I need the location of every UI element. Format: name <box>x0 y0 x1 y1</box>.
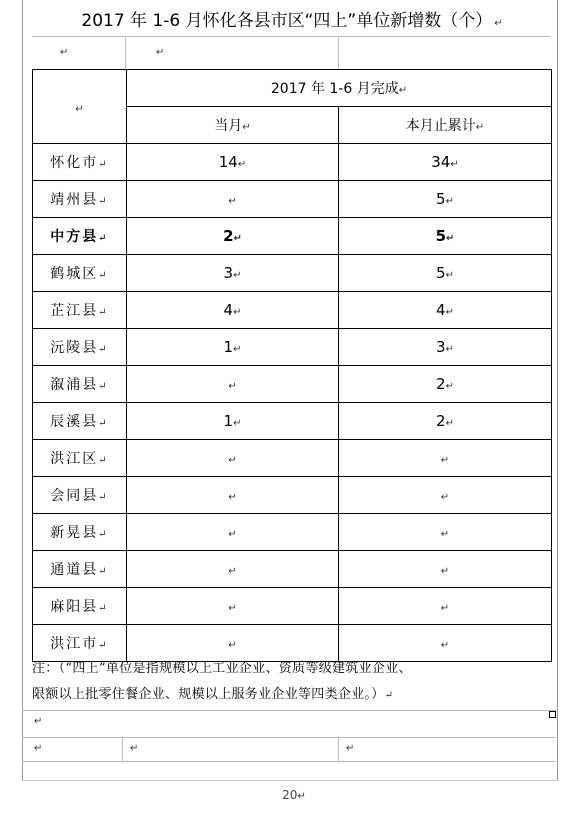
paragraph-mark-icon: ↵ <box>398 85 408 96</box>
cumulative-value-cell <box>339 292 552 329</box>
month-value-cell <box>127 551 339 588</box>
region-name-cell-text: 中方县 <box>50 229 99 245</box>
table-row <box>33 144 552 181</box>
month-value-cell <box>127 403 339 440</box>
table-row <box>33 255 552 292</box>
region-name-cell-text: 新晃县 <box>50 525 99 541</box>
paragraph-mark-icon: ↵ <box>440 455 450 466</box>
region-name-cell-text: 会同县 <box>50 488 99 504</box>
note-line-2: 限额以上批零住餐企业、规模以上服务业企业等四类企业。） <box>32 687 385 702</box>
paragraph-mark-icon: ↵ <box>445 307 454 318</box>
grid-divider <box>122 737 123 761</box>
region-name-cell <box>33 403 127 440</box>
paragraph-mark-icon: ↵ <box>228 455 237 466</box>
paragraph-mark-icon: ↵ <box>34 743 43 754</box>
region-name-cell-text: 靖州县 <box>50 192 99 208</box>
table-row <box>33 403 552 440</box>
paragraph-mark-icon: ↵ <box>297 791 306 802</box>
month-value-cell-text: 4 <box>223 301 234 319</box>
table-resize-handle[interactable] <box>549 711 556 718</box>
paragraph-mark-icon: ↵ <box>445 381 454 392</box>
paragraph-mark-icon: ↵ <box>445 344 454 355</box>
table-row <box>33 292 552 329</box>
paragraph-mark-icon: ↵ <box>98 455 109 466</box>
cumulative-value-cell <box>339 514 552 551</box>
paragraph-mark-icon: ↵ <box>98 603 109 614</box>
month-value-cell <box>127 329 339 366</box>
document-title <box>32 6 552 36</box>
region-name-cell-text: 辰溪县 <box>50 414 99 430</box>
paragraph-mark-icon: ↵ <box>228 381 237 392</box>
paragraph-mark-icon: ↵ <box>237 159 247 170</box>
note-line-1: 注：（“四上”单位是指规模以上工业企业、资质等级建筑业企业、 <box>32 661 412 676</box>
region-name-cell-text: 洪江市 <box>50 636 99 652</box>
paragraph-mark-icon: ↵ <box>228 196 237 207</box>
cumulative-value-cell <box>339 255 552 292</box>
cumulative-value-cell-text: 4 <box>436 301 446 319</box>
paragraph-mark-icon: ↵ <box>242 122 251 133</box>
table-row <box>33 366 552 403</box>
trailing-grid-line <box>22 761 556 762</box>
grid-divider <box>338 737 339 761</box>
paragraph-mark-icon: ↵ <box>156 47 165 58</box>
month-value-cell <box>127 440 339 477</box>
cumulative-value-cell <box>339 181 552 218</box>
cumulative-value-cell-text: 5 <box>435 227 447 245</box>
paragraph-mark-icon: ↵ <box>494 18 503 29</box>
paragraph-mark-icon: ↵ <box>228 492 237 503</box>
paragraph-mark-icon: ↵ <box>98 492 109 503</box>
month-value-cell <box>127 181 339 218</box>
header-cumulative-text: 本月止累计 <box>405 118 476 134</box>
paragraph-mark-icon: ↵ <box>233 344 242 355</box>
paragraph-mark-icon: ↵ <box>75 103 84 115</box>
paragraph-mark-icon: ↵ <box>475 122 485 133</box>
region-name-cell-text: 溆浦县 <box>50 377 99 393</box>
month-value-cell <box>127 514 339 551</box>
region-name-cell <box>33 366 127 403</box>
month-value-cell <box>127 144 339 181</box>
paragraph-mark-icon: ↵ <box>228 566 237 577</box>
paragraph-mark-icon: ↵ <box>440 640 450 651</box>
region-name-cell <box>33 181 127 218</box>
paragraph-mark-icon: ↵ <box>346 743 355 754</box>
paragraph-mark-icon: ↵ <box>440 603 450 614</box>
month-value-cell-text: 1 <box>223 412 234 430</box>
paragraph-mark-icon: ↵ <box>98 381 109 392</box>
region-name-cell-text: 芷江县 <box>50 303 99 319</box>
paragraph-mark-icon: ↵ <box>228 640 237 651</box>
header-cumulative <box>339 107 552 144</box>
month-value-cell <box>127 292 339 329</box>
region-name-cell <box>33 292 127 329</box>
month-value-cell <box>127 366 339 403</box>
region-name-cell-text: 洪江区 <box>50 451 99 467</box>
region-name-cell <box>33 588 127 625</box>
cumulative-value-cell <box>339 477 552 514</box>
title-text: 2017 年 1-6 月怀化各县市区“四上”单位新增数（个） <box>81 11 493 31</box>
paragraph-mark-icon: ↵ <box>440 492 450 503</box>
cumulative-value-cell <box>339 144 552 181</box>
page-number <box>0 788 588 802</box>
month-value-cell-text: 1 <box>223 338 234 356</box>
cumulative-value-cell-text: 34 <box>431 153 451 171</box>
cumulative-value-cell-text: 3 <box>436 338 446 356</box>
header-month-text: 当月 <box>214 118 243 134</box>
table-row <box>33 477 552 514</box>
table-row <box>33 551 552 588</box>
cumulative-value-cell-text: 5 <box>436 264 446 282</box>
paragraph-mark-icon: ↵ <box>98 640 109 651</box>
month-value-cell <box>127 477 339 514</box>
empty-grid-row <box>32 36 550 69</box>
table-row <box>33 514 552 551</box>
table-row <box>33 588 552 625</box>
paragraph-mark-icon: ↵ <box>98 566 109 577</box>
region-name-cell <box>33 329 127 366</box>
paragraph-mark-icon: ↵ <box>445 270 454 281</box>
cumulative-value-cell-text: 5 <box>436 190 446 208</box>
paragraph-mark-icon: ↵ <box>98 529 109 540</box>
paragraph-mark-icon: ↵ <box>445 196 454 207</box>
region-name-cell-text: 通道县 <box>50 562 99 578</box>
paragraph-mark-icon: ↵ <box>98 159 109 170</box>
region-name-cell <box>33 551 127 588</box>
paragraph-mark-icon: ↵ <box>440 529 450 540</box>
paragraph-mark-icon: ↵ <box>233 233 242 244</box>
paragraph-mark-icon: ↵ <box>440 566 450 577</box>
cumulative-value-cell <box>339 440 552 477</box>
paragraph-mark-icon: ↵ <box>98 233 109 244</box>
page-number-text: 20 <box>282 788 298 802</box>
month-value-cell-text: 3 <box>223 264 234 282</box>
month-value-cell-text: 2 <box>223 227 234 245</box>
table-row <box>33 218 552 255</box>
paragraph-mark-icon: ↵ <box>98 270 109 281</box>
region-name-cell <box>33 218 127 255</box>
paragraph-mark-icon: ↵ <box>228 603 237 614</box>
header-period <box>127 70 552 107</box>
header-month <box>127 107 339 144</box>
region-name-cell-text: 鹤城区 <box>50 266 99 282</box>
table-row <box>33 181 552 218</box>
region-name-cell <box>33 255 127 292</box>
region-name-cell <box>33 477 127 514</box>
paragraph-mark-icon: ↵ <box>34 716 43 727</box>
month-value-cell <box>127 588 339 625</box>
paragraph-mark-icon: ↵ <box>228 529 237 540</box>
paragraph-mark-icon: ↵ <box>233 307 242 318</box>
paragraph-mark-icon: ↵ <box>445 418 454 429</box>
cumulative-value-cell <box>339 403 552 440</box>
month-value-cell <box>127 255 339 292</box>
header-corner-cell <box>33 70 127 144</box>
paragraph-mark-icon: ↵ <box>98 196 109 207</box>
data-table <box>32 69 552 662</box>
cumulative-value-cell <box>339 551 552 588</box>
region-name-cell <box>33 514 127 551</box>
paragraph-mark-icon: ↵ <box>233 270 242 281</box>
grid-divider <box>338 37 339 69</box>
region-name-cell-text: 怀化市 <box>50 155 99 171</box>
region-name-cell-text: 麻阳县 <box>50 599 99 615</box>
cumulative-value-cell <box>339 366 552 403</box>
paragraph-mark-icon: ↵ <box>60 47 69 58</box>
paragraph-mark-icon: ↵ <box>130 743 139 754</box>
paragraph-mark-icon: ↵ <box>98 418 109 429</box>
table-row <box>33 329 552 366</box>
cumulative-value-cell <box>339 588 552 625</box>
paragraph-mark-icon: ↵ <box>446 233 455 244</box>
paragraph-mark-icon: ↵ <box>98 307 109 318</box>
table-note <box>32 656 552 709</box>
month-value-cell-text: 14 <box>218 153 238 171</box>
paragraph-mark-icon: ↵ <box>384 690 394 701</box>
table-row <box>33 440 552 477</box>
cumulative-value-cell <box>339 218 552 255</box>
cumulative-value-cell-text: 2 <box>436 412 446 430</box>
paragraph-mark-icon: ↵ <box>450 159 459 170</box>
cumulative-value-cell <box>339 329 552 366</box>
trailing-grid-line <box>22 737 556 738</box>
paragraph-mark-icon: ↵ <box>98 344 109 355</box>
cumulative-value-cell-text: 2 <box>436 375 446 393</box>
region-name-cell-text: 沅陵县 <box>50 340 99 356</box>
region-name-cell <box>33 440 127 477</box>
trailing-grid-line <box>22 710 556 711</box>
region-name-cell <box>33 144 127 181</box>
header-period-text: 2017 年 1-6 月完成 <box>270 81 399 97</box>
header-row-period <box>33 70 552 107</box>
month-value-cell <box>127 218 339 255</box>
paragraph-mark-icon: ↵ <box>233 418 242 429</box>
grid-divider <box>125 37 126 69</box>
